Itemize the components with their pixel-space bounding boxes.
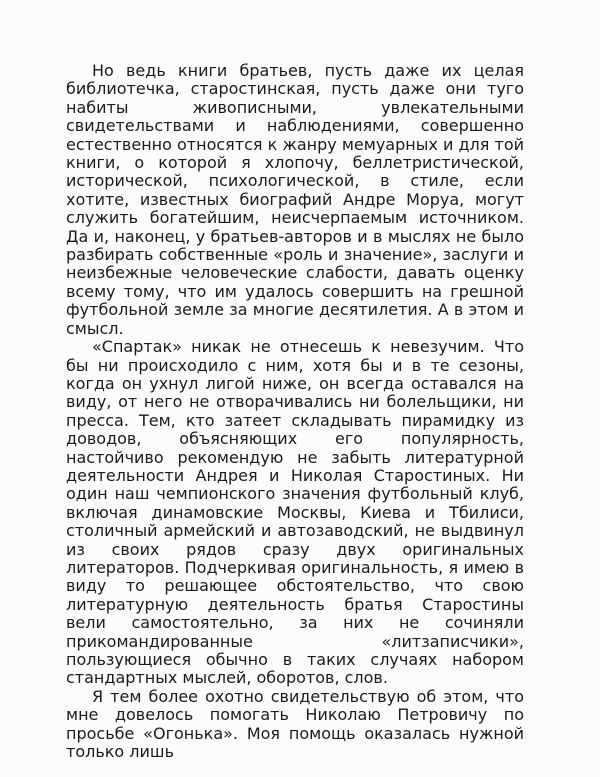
paragraph-2: «Спартак» никак не отнесешь к невезучим. Что бы ни происходило с ним, хотя бы и в те сезоны, когда он ухнул лигой ниже, он всегда оставался на виду, от него не отворачивались ни болельщики, ни пресса. Тем, кто затеет складывать пирамидку из доводов, объясняющих его популярность, настойчиво рекомендую не забыть литературной деятельности Андрея и Николая Старостиных. Ни один наш чемпионского значения футбольный клуб, включая динамовские Москвы, Киева и Тбилиси, столичный армейский и автозаводский, не выдвинул из своих рядов сразу двух оригинальных литераторов. Подчеркивая оригинальность, я имею в виду то решающее обстоятельство, что свою литературную деятельность братья Старостины вели самостоятельно, за них не сочиняли прикомандированные «литзаписчики», пользующиеся обычно в таких случаях набором стандартных мыслей, оборотов, слов.	[66, 337, 524, 688]
book-page	[66, 62, 524, 761]
paragraph-3: Я тем более охотно свидетельствую об этом, что мне довелось помогать Николаю Петровичу по просьбе «Огонька». Моя помощь оказалась нужной только лишь	[66, 686, 524, 762]
paragraph-1: Но ведь книги братьев, пусть даже их целая библиотечка, старостинская, пусть даже они туго набиты живописными, увлекательными свидетельствами и наблюдениями, совершенно естественно относятся к жанру мемуарных и для той книги, о которой я хлопочу, беллетристической, исторической, психологической, в стиле, если хотите, известных биографий Андре Моруа, могут служить богатейшим, неисчерпаемым источником. Да и, наконец, у братьев-авторов и в мыслях не было разбирать собственные «роль и значение», заслуги и неизбежные человеческие слабости, давать оценку всему тому, что им удалось совершить на грешной футбольной земле за многие десятилетия. А в этом и смысл.	[66, 61, 524, 338]
